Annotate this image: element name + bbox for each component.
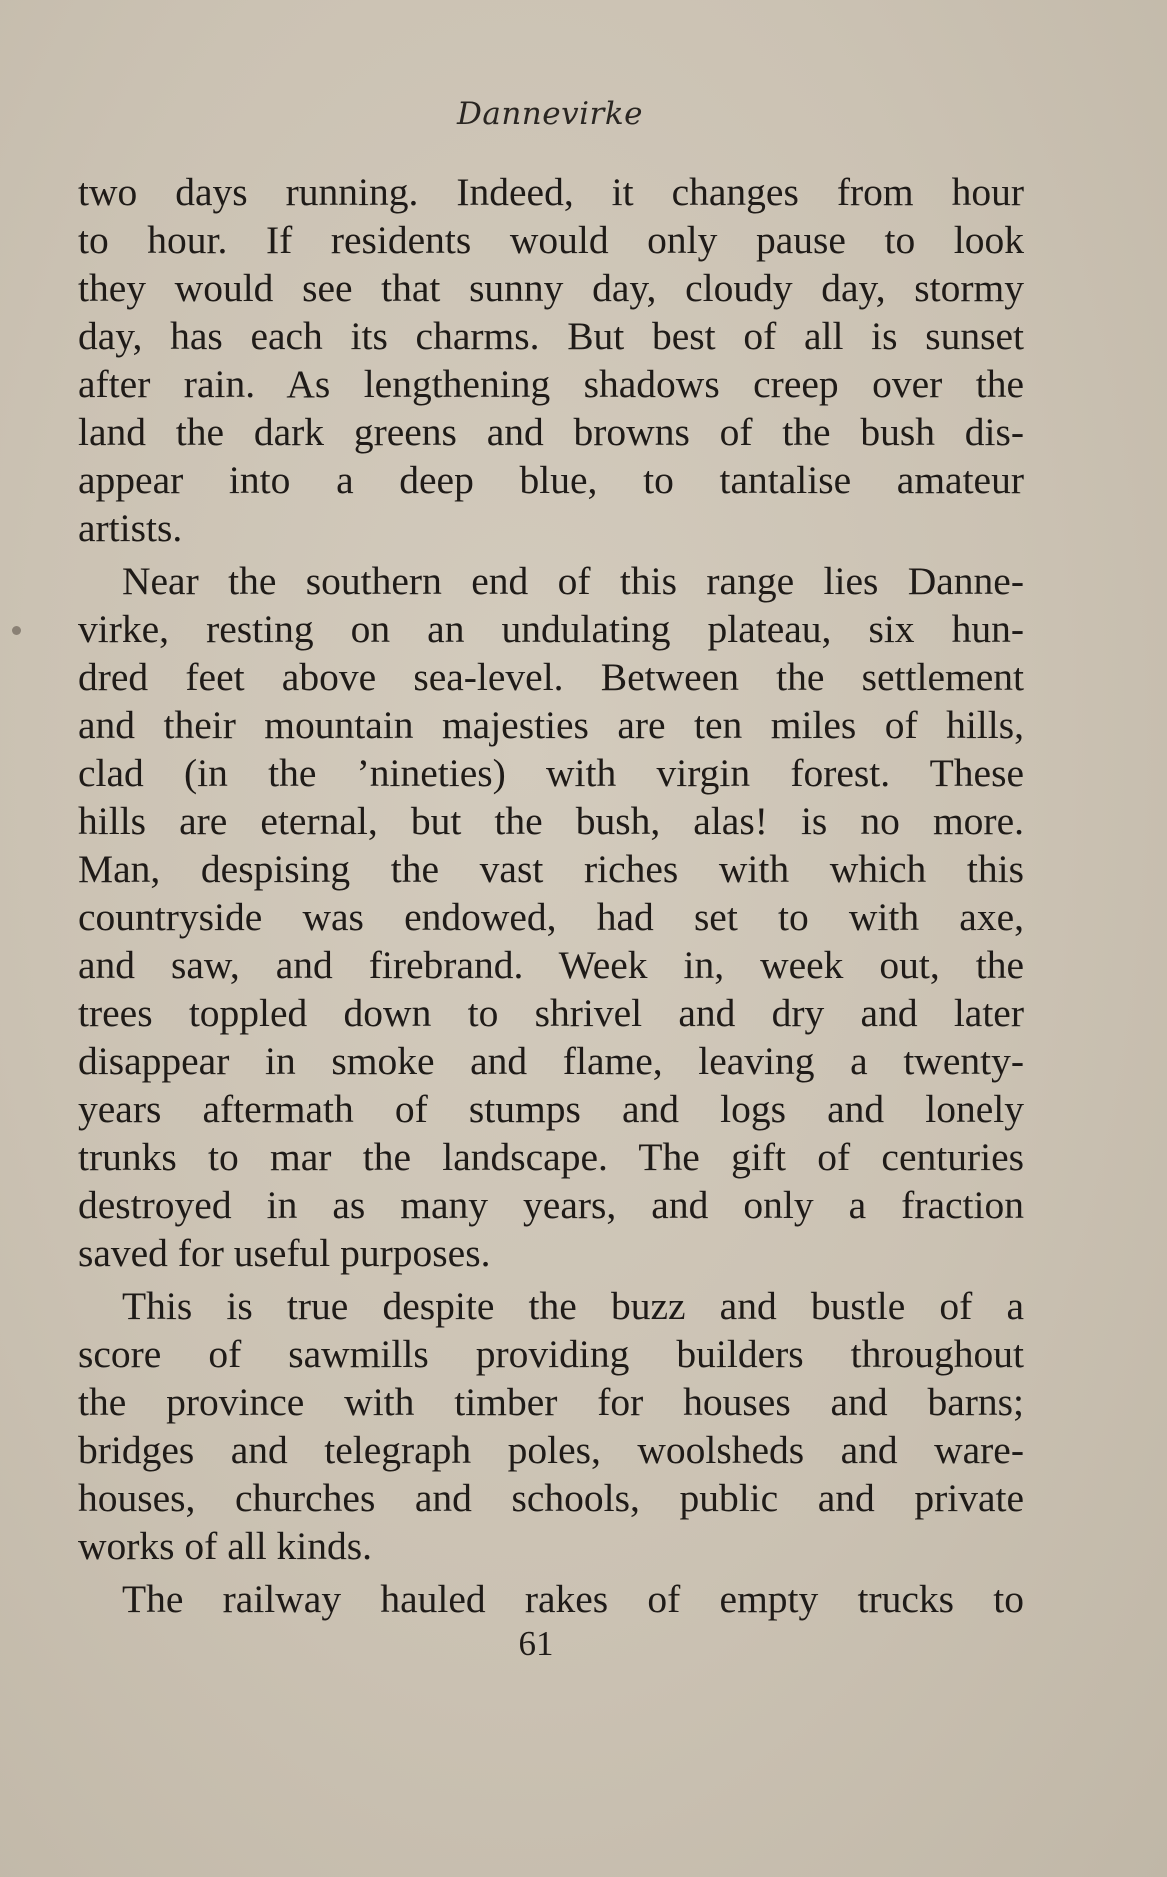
body-text — [78, 168, 1024, 1628]
text-line: dred feet above sea-level. Between the settlement — [78, 655, 1024, 699]
paragraph — [78, 1282, 1024, 1570]
paragraph — [78, 1575, 1024, 1623]
text-line: score of sawmills providing builders throughout — [78, 1332, 1024, 1376]
text-line: the province with timber for houses and barns; — [78, 1380, 1024, 1424]
text-line: disappear in smoke and flame, leaving a twenty- — [78, 1039, 1024, 1083]
text-line: and saw, and firebrand. Week in, week out, the — [78, 943, 1024, 987]
text-line: hills are eternal, but the bush, alas! is no more. — [78, 799, 1024, 843]
text-line: saved for useful purposes. — [78, 1231, 491, 1275]
paragraph — [78, 557, 1024, 1277]
text-line: they would see that sunny day, cloudy day, stormy — [78, 266, 1024, 310]
text-line: two days running. Indeed, it changes from hour — [78, 170, 1024, 214]
text-line: trees toppled down to shrivel and dry and later — [78, 991, 1024, 1035]
text-line: after rain. As lengthening shadows creep over the — [78, 362, 1024, 406]
page-number: 61 — [518, 1624, 554, 1663]
text-line: virke, resting on an undulating plateau, six hun- — [78, 607, 1024, 651]
text-line: Man, despising the vast riches with which this — [78, 847, 1024, 891]
text-line: day, has each its charms. But best of all is sunset — [78, 314, 1024, 358]
text-line: bridges and telegraph poles, woolsheds and ware- — [78, 1428, 1024, 1472]
running-head: Dannevirke — [457, 96, 643, 132]
text-line: houses, churches and schools, public and private — [78, 1476, 1024, 1520]
text-line: appear into a deep blue, to tantalise amateur — [78, 458, 1024, 502]
text-line: The railway hauled rakes of empty trucks to — [122, 1577, 1024, 1621]
text-line: artists. — [78, 506, 183, 550]
text-line: clad (in the ’nineties) with virgin forest. These — [78, 751, 1024, 795]
text-line: land the dark greens and browns of the bush dis- — [78, 410, 1024, 454]
text-line: and their mountain majesties are ten miles of hills, — [78, 703, 1024, 747]
text-line: This is true despite the buzz and bustle of a — [122, 1284, 1024, 1328]
text-line: years aftermath of stumps and logs and lonely — [78, 1087, 1024, 1131]
text-line: works of all kinds. — [78, 1524, 373, 1568]
text-line: destroyed in as many years, and only a fraction — [78, 1183, 1024, 1227]
paper-speck — [12, 626, 21, 635]
text-line: countryside was endowed, had set to with axe, — [78, 895, 1024, 939]
text-line: Near the southern end of this range lies Danne- — [122, 559, 1024, 603]
text-line: to hour. If residents would only pause to look — [78, 218, 1024, 262]
text-line: trunks to mar the landscape. The gift of centuries — [78, 1135, 1024, 1179]
paragraph — [78, 168, 1024, 552]
